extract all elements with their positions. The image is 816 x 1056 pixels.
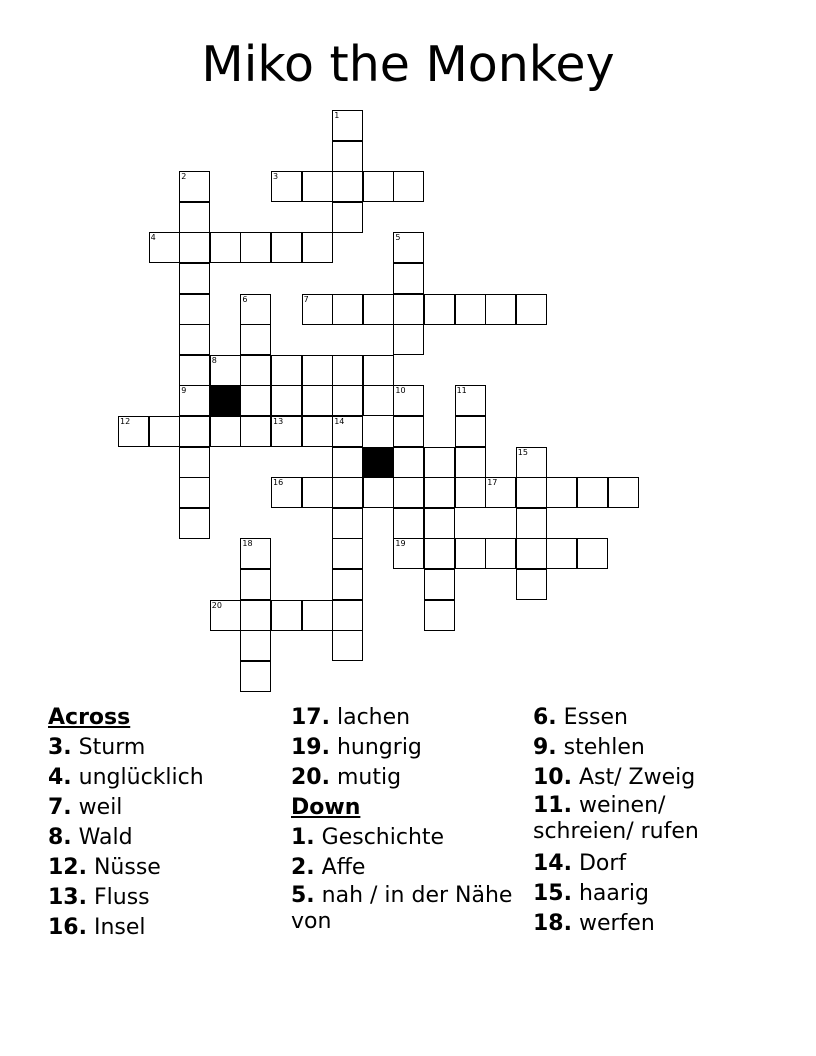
grid-cell[interactable]: [393, 447, 424, 478]
grid-cell[interactable]: [546, 477, 577, 508]
cell-number: 3: [273, 172, 279, 182]
clue-item: [533, 879, 763, 909]
grid-cell[interactable]: [393, 385, 424, 416]
clue-item: [291, 853, 521, 883]
clue-text: Insel: [86, 915, 146, 940]
across-heading: Across: [48, 705, 131, 730]
clue-number: 4.: [48, 765, 72, 790]
clue-text: stehlen: [556, 735, 645, 760]
grid-cell[interactable]: [332, 630, 363, 661]
clue-item: [291, 763, 521, 793]
grid-cell[interactable]: [455, 385, 486, 416]
grid-cell[interactable]: [179, 416, 210, 447]
grid-cell[interactable]: [179, 263, 210, 294]
grid-cell[interactable]: [179, 324, 210, 355]
clue-number: 9.: [533, 735, 557, 760]
grid-cell[interactable]: [455, 294, 486, 325]
grid-cell[interactable]: [332, 294, 363, 325]
clue-text: unglücklich: [71, 765, 204, 790]
grid-cell[interactable]: [302, 416, 333, 447]
grid-cell[interactable]: [485, 538, 516, 569]
clue-number: 13.: [48, 885, 87, 910]
clue-number: 10.: [533, 765, 572, 790]
cell-number: 18: [242, 539, 253, 549]
clue-number: 17.: [291, 705, 330, 730]
grid-cell[interactable]: [332, 171, 363, 202]
clue-item: [291, 823, 521, 853]
grid-cell[interactable]: [302, 232, 333, 263]
grid-cell[interactable]: [393, 263, 424, 294]
grid-cell[interactable]: [240, 324, 271, 355]
grid-cell[interactable]: [240, 661, 271, 692]
clue-item: [533, 763, 763, 793]
cell-number: 20: [211, 600, 222, 610]
grid-cell[interactable]: [240, 569, 271, 600]
grid-cell[interactable]: [363, 355, 394, 386]
grid-cell[interactable]: [393, 324, 424, 355]
clue-item: [291, 733, 521, 763]
grid-cell[interactable]: [332, 477, 363, 508]
cell-number: 12: [120, 417, 131, 426]
clue-text: Affe: [314, 855, 366, 880]
clue-text: weinen/ schreien/ rufen: [533, 793, 699, 844]
cell-number: 9: [181, 386, 187, 396]
grid-cell[interactable]: [302, 294, 333, 325]
grid-cell[interactable]: [302, 355, 333, 386]
clue-item: [533, 733, 763, 763]
clues-column-1: [48, 703, 278, 943]
clue-number: 7.: [48, 795, 72, 820]
cell-number: 2: [181, 172, 187, 182]
clue-text: haarig: [571, 881, 650, 906]
grid-cell[interactable]: [332, 416, 363, 447]
grid-cell[interactable]: [424, 600, 455, 631]
grid-cell[interactable]: [179, 171, 210, 202]
cell-number: 10: [395, 386, 406, 396]
grid-cell[interactable]: [179, 294, 210, 325]
grid-cell[interactable]: [332, 569, 363, 600]
cell-number: 6: [242, 294, 248, 304]
clue-number: 3.: [48, 735, 72, 760]
grid-cell[interactable]: [302, 600, 333, 631]
clue-text: Wald: [71, 825, 133, 850]
grid-cell[interactable]: [271, 600, 302, 631]
grid-cell[interactable]: [210, 416, 241, 447]
grid-cell[interactable]: [424, 477, 455, 508]
cell-number: 11: [456, 386, 467, 396]
grid-cell[interactable]: [363, 477, 394, 508]
down-clue-list: [291, 823, 521, 935]
clue-text: Essen: [556, 705, 628, 730]
grid-cell[interactable]: [332, 110, 363, 141]
clue-number: 6.: [533, 705, 557, 730]
grid-cell[interactable]: [393, 232, 424, 263]
clue-item: [48, 853, 278, 883]
grid-cell[interactable]: [302, 385, 333, 416]
cell-number: 16: [273, 478, 284, 488]
grid-cell[interactable]: [577, 477, 608, 508]
grid-cell[interactable]: [424, 294, 455, 325]
grid-cell[interactable]: [240, 232, 271, 263]
clue-text: mutig: [329, 765, 402, 790]
clue-number: 1.: [291, 825, 315, 850]
grid-cell[interactable]: [210, 355, 241, 386]
clue-item: [533, 849, 763, 879]
clue-text: hungrig: [329, 735, 422, 760]
grid-cell[interactable]: [516, 477, 547, 508]
cell-number: 4: [150, 233, 156, 243]
cell-number: 5: [395, 233, 401, 243]
grid-cell[interactable]: [179, 202, 210, 233]
grid-cell[interactable]: [424, 538, 455, 569]
grid-cell[interactable]: [455, 416, 486, 447]
clue-text: Nüsse: [86, 855, 161, 880]
clue-item: [48, 883, 278, 913]
across-clue-list: [48, 733, 278, 943]
clue-text: lachen: [329, 705, 411, 730]
clue-number: 2.: [291, 855, 315, 880]
grid-cell[interactable]: [393, 477, 424, 508]
clue-number: 18.: [533, 911, 572, 936]
grid-cell[interactable]: [455, 538, 486, 569]
grid-cell[interactable]: [332, 600, 363, 631]
clue-text: Geschichte: [314, 825, 445, 850]
clue-item: [48, 793, 278, 823]
cell-number: 17: [487, 478, 498, 488]
grid-cell[interactable]: [179, 232, 210, 263]
cell-number: 1: [334, 111, 340, 120]
clue-number: 11.: [533, 793, 572, 818]
clues-column-3: [533, 703, 763, 939]
cell-number: 8: [211, 355, 217, 365]
clue-number: 19.: [291, 735, 330, 760]
grid-cell[interactable]: [393, 171, 424, 202]
grid-cell[interactable]: [516, 508, 547, 539]
grid-cell[interactable]: [485, 477, 516, 508]
grid-cell[interactable]: [179, 355, 210, 386]
grid-cell[interactable]: [179, 477, 210, 508]
clue-item: [291, 883, 521, 935]
clue-item: [533, 703, 763, 733]
cell-number: 15: [517, 447, 528, 457]
puzzle-title: Miko the Monkey: [201, 36, 615, 93]
grid-cell[interactable]: [179, 447, 210, 478]
grid-cell[interactable]: [240, 600, 271, 631]
grid-cell[interactable]: [393, 416, 424, 447]
grid-cell[interactable]: [302, 171, 333, 202]
clue-item: [533, 909, 763, 939]
grid-cell[interactable]: [608, 477, 639, 508]
grid-cell[interactable]: [332, 447, 363, 478]
clue-number: 12.: [48, 855, 87, 880]
grid-cell[interactable]: [577, 538, 608, 569]
grid-cell[interactable]: [455, 477, 486, 508]
grid-cell[interactable]: [240, 355, 271, 386]
grid-cell[interactable]: [332, 202, 363, 233]
across-clue-list-continued: [291, 703, 521, 793]
grid-cell[interactable]: [516, 569, 547, 600]
clue-number: 20.: [291, 765, 330, 790]
grid-cell[interactable]: [332, 508, 363, 539]
grid-cell[interactable]: [332, 355, 363, 386]
grid-cell[interactable]: [240, 385, 271, 416]
clue-number: 14.: [533, 851, 572, 876]
grid-cell[interactable]: [271, 385, 302, 416]
grid-cell[interactable]: [271, 171, 302, 202]
grid-cell[interactable]: [240, 630, 271, 661]
clue-text: Sturm: [71, 735, 146, 760]
grid-cell[interactable]: [332, 141, 363, 172]
clue-number: 8.: [48, 825, 72, 850]
clue-number: 16.: [48, 915, 87, 940]
grid-cell[interactable]: [210, 600, 241, 631]
clue-text: Fluss: [86, 885, 150, 910]
grid-cell[interactable]: [149, 416, 180, 447]
cell-number: 7: [303, 294, 309, 304]
grid-cell[interactable]: [271, 477, 302, 508]
grid-cell[interactable]: [424, 447, 455, 478]
grid-cell[interactable]: [332, 538, 363, 569]
clue-number: 15.: [533, 881, 572, 906]
grid-cell[interactable]: [271, 416, 302, 447]
grid-cell[interactable]: [393, 508, 424, 539]
grid-cell[interactable]: [149, 232, 180, 263]
clue-text: Ast/ Zweig: [571, 765, 696, 790]
clue-item: [48, 913, 278, 943]
grid-cell[interactable]: [302, 477, 333, 508]
grid-cell[interactable]: [363, 385, 394, 416]
clue-text: weil: [71, 795, 123, 820]
grid-cell[interactable]: [240, 538, 271, 569]
clue-item: [48, 733, 278, 763]
grid-cell[interactable]: [516, 538, 547, 569]
grid-cell[interactable]: [424, 569, 455, 600]
grid-cell[interactable]: [546, 538, 577, 569]
clue-item: [291, 703, 521, 733]
grid-cell[interactable]: [271, 232, 302, 263]
clue-text: nah / in der Nähe von: [291, 883, 513, 934]
clue-item: [533, 793, 763, 845]
grid-cell[interactable]: [363, 171, 394, 202]
grid-cell[interactable]: [118, 416, 149, 447]
grid-cell[interactable]: [516, 294, 547, 325]
grid-cell[interactable]: [179, 508, 210, 539]
down-clue-list-continued: [533, 703, 763, 939]
grid-cell[interactable]: [393, 294, 424, 325]
grid-cell[interactable]: [424, 508, 455, 539]
grid-cell[interactable]: [332, 385, 363, 416]
grid-cell[interactable]: [363, 294, 394, 325]
clue-number: 5.: [291, 883, 315, 908]
grid-cell[interactable]: [240, 416, 271, 447]
cell-number: 14: [334, 417, 345, 426]
grid-cell[interactable]: [240, 294, 271, 325]
grid-cell[interactable]: [485, 294, 516, 325]
clue-item: [48, 823, 278, 853]
grid-cell[interactable]: [516, 447, 547, 478]
grid-cell[interactable]: [210, 232, 241, 263]
cell-number: 19: [395, 539, 406, 549]
cell-number: 13: [273, 417, 284, 426]
grid-cell[interactable]: [455, 447, 486, 478]
black-cell: [363, 447, 394, 478]
clues-column-2: [291, 703, 521, 939]
grid-cell[interactable]: [393, 538, 424, 569]
black-cell: [210, 385, 241, 416]
clue-text: werfen: [571, 911, 655, 936]
grid-cell[interactable]: [271, 355, 302, 386]
grid-cell[interactable]: [179, 385, 210, 416]
clue-item: [48, 763, 278, 793]
down-heading: Down: [291, 795, 361, 820]
clue-text: Dorf: [571, 851, 627, 876]
